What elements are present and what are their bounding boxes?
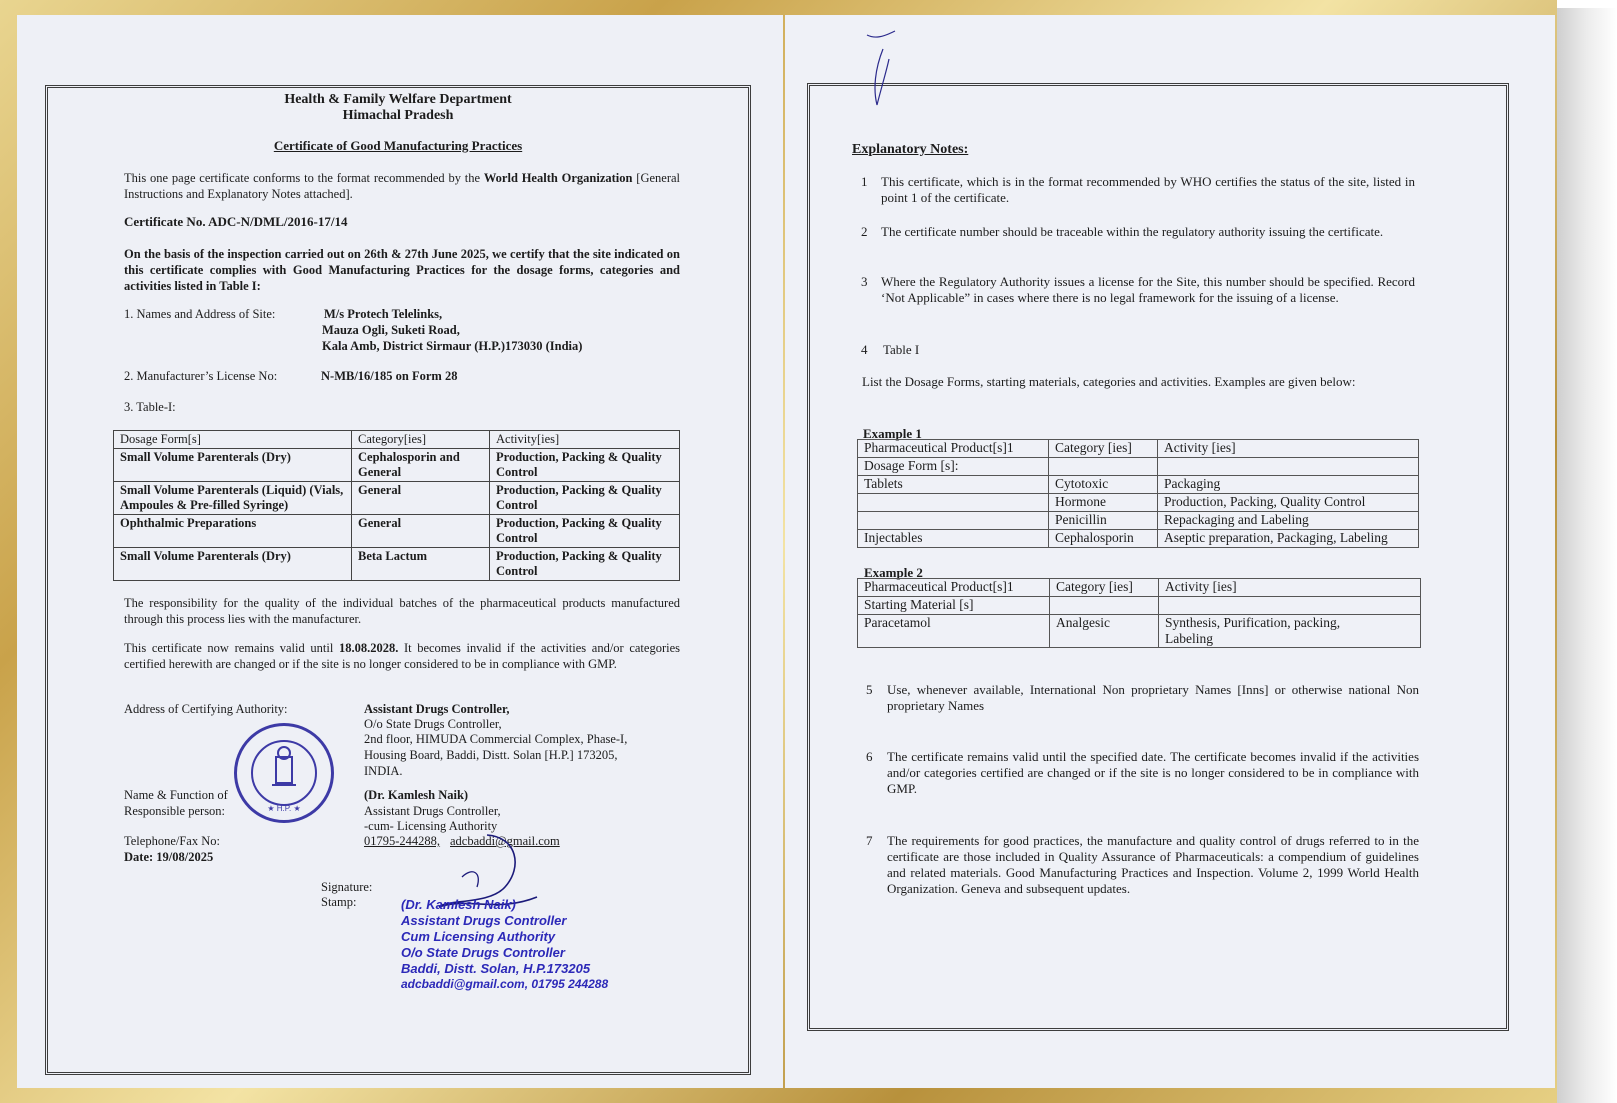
validity-text-a: This certificate now remains valid until xyxy=(124,641,334,655)
table-cell: Tablets xyxy=(858,476,1049,494)
note-number: 3 xyxy=(861,274,868,289)
example-2-title: Example 2 xyxy=(864,565,923,580)
telephone-label: Telephone/Fax No: xyxy=(124,834,220,848)
table-cell: Beta Lactum xyxy=(352,548,490,581)
table-cell: Starting Material [s] xyxy=(858,597,1050,615)
table-cell: Production, Packing, Quality Control xyxy=(1158,494,1419,512)
table-cell: Cephalosporin xyxy=(1049,530,1158,548)
list-instructions: List the Dosage Forms, starting materials, categories and activities. Examples are given below: xyxy=(862,374,1356,389)
license-number: N-MB/16/185 on Form 28 xyxy=(321,369,458,383)
responsibility-paragraph: The responsibility for the quality of the individual batches of the pharmaceutical products manufactured through this process lies with the manufacturer. xyxy=(124,596,680,626)
frame-shadow xyxy=(1557,8,1617,1103)
note-number: 1 xyxy=(861,174,868,189)
table-cell: Synthesis, Purification, packing, Labeling xyxy=(1159,615,1421,648)
table-cell: Category [ies] xyxy=(1050,579,1159,597)
table-row xyxy=(858,579,1421,597)
responsible-person-function-1: Assistant Drugs Controller, xyxy=(364,804,501,818)
stamp-line-3: Cum Licensing Authority xyxy=(401,929,556,944)
table-cell: Production, Packing & Quality Control xyxy=(490,482,680,515)
table-cell xyxy=(1158,458,1419,476)
note-text: The requirements for good practices, the manufacture and quality control of drugs referred to in the certificate are those included in Quality Assurance of Pharmaceuticals: a compendium of guidelines and related materials. Good Manufacturing Practices and Inspection. Volume 2, 1999 World Health Organization. Geneva and subsequent updates. xyxy=(887,833,1419,896)
intro-text-b: [General Instructions and Explanatory Notes attached]. xyxy=(124,171,681,201)
table-cell: Dosage Form [s]: xyxy=(858,458,1049,476)
signature-label: Signature: xyxy=(321,880,373,894)
table-row xyxy=(114,449,680,482)
responsible-person-name: (Dr. Kamlesh Naik) xyxy=(364,788,469,802)
table-row xyxy=(114,515,680,548)
note-number: 6 xyxy=(866,749,873,764)
table-cell: Activity [ies] xyxy=(1159,579,1421,597)
site-line-1: M/s Protech Telelinks, xyxy=(324,307,443,321)
table-row xyxy=(858,615,1421,648)
validity-paragraph xyxy=(124,640,680,672)
validity-date: 18.08.2028. xyxy=(338,641,399,655)
certificate-page xyxy=(17,15,783,1088)
table-cell: Repackaging and Labeling xyxy=(1158,512,1419,530)
table-header: Dosage Form[s] xyxy=(114,431,352,449)
authority-address-3: Housing Board, Baddi, Distt. Solan [H.P.] 173205, xyxy=(364,748,618,762)
table-row xyxy=(858,458,1419,476)
example-1-table xyxy=(857,439,1419,548)
table-cell: Pharmaceutical Product[s]1 xyxy=(858,440,1049,458)
telephone-number: 01795-244288, xyxy=(364,834,441,848)
table-cell: Production, Packing & Quality Control xyxy=(490,449,680,482)
example-1-title: Example 1 xyxy=(863,426,922,441)
note-number: 5 xyxy=(866,682,873,697)
table-cell xyxy=(858,512,1049,530)
stamp-label: Stamp: xyxy=(321,895,357,909)
intro-text-a: This one page certificate conforms to the format recommended by the xyxy=(124,171,481,185)
table-row xyxy=(114,482,680,515)
table-header: Category[ies] xyxy=(352,431,490,449)
note-text: This certificate, which is in the format recommended by WHO certifies the status of the site, listed in point 1 of the certificate. xyxy=(881,174,1415,205)
inspection-basis: On the basis of the inspection carried out on 26th & 27th June 2025, we certify that the site indicated on this certificate complies with Good Manufacturing Practices for the dosage forms, categories and activities listed in Table I: xyxy=(124,247,680,293)
table-cell: Category [ies] xyxy=(1049,440,1158,458)
table-cell: Small Volume Parenterals (Dry) xyxy=(114,449,352,482)
state-heading: Himachal Pradesh xyxy=(342,108,454,123)
table-row xyxy=(114,548,680,581)
table-cell xyxy=(1159,597,1421,615)
authority-address-4: INDIA. xyxy=(364,764,403,778)
table-cell: Small Volume Parenterals (Dry) xyxy=(114,548,352,581)
table-header: Activity[ies] xyxy=(490,431,680,449)
note-text: Where the Regulatory Authority issues a license for the Site, this number should be specified. Record ‘Not Applicable” in cases where there is no legal framework for the issuing of a license. xyxy=(881,274,1415,305)
table-row xyxy=(858,476,1419,494)
svg-text:★ H.P. ★: ★ H.P. ★ xyxy=(267,804,301,813)
authority-title: Assistant Drugs Controller, xyxy=(364,702,510,716)
issue-date: Date: 19/08/2025 xyxy=(124,850,214,864)
pen-mark-icon xyxy=(865,19,905,109)
official-seal xyxy=(234,723,334,823)
stamp-line-1: (Dr. Kamlesh Naik) xyxy=(401,897,516,912)
note-number: 4 xyxy=(861,342,868,357)
table-cell: Hormone xyxy=(1049,494,1158,512)
notes-heading: Explanatory Notes: xyxy=(852,142,969,157)
explanatory-notes-page xyxy=(785,15,1555,1088)
table-cell xyxy=(1049,458,1158,476)
note-text: The certificate number should be traceable within the regulatory authority issuing the certificate. xyxy=(881,224,1384,239)
example-2-table xyxy=(857,578,1421,648)
who-text: World Health Organization xyxy=(483,171,633,185)
table-cell: Packaging xyxy=(1158,476,1419,494)
table-row xyxy=(858,530,1419,548)
certificate-number: Certificate No. ADC-N/DML/2016-17/14 xyxy=(124,214,348,229)
note-number: 7 xyxy=(866,833,873,848)
table-cell: General xyxy=(352,515,490,548)
table-cell: Paracetamol xyxy=(858,615,1050,648)
site-line-2: Mauza Ogli, Suketi Road, xyxy=(322,323,460,337)
table-cell: Injectables xyxy=(858,530,1049,548)
table-header-row xyxy=(114,431,680,449)
dosage-table xyxy=(113,430,680,581)
table-row xyxy=(858,597,1421,615)
table-cell: Production, Packing & Quality Control xyxy=(490,548,680,581)
note-text: The certificate remains valid until the specified date. The certificate becomes invalid if the activities and/or categories certified are changed or if the site is no longer considered to be in compliance with GMP. xyxy=(887,749,1419,796)
table-label: 3. Table-I: xyxy=(124,400,176,414)
authority-address-1: O/o State Drugs Controller, xyxy=(364,717,502,731)
table-cell xyxy=(1050,597,1159,615)
email-link[interactable]: adcbaddi@gmail.com xyxy=(450,834,560,848)
license-label: 2. Manufacturer’s License No: xyxy=(124,369,278,383)
responsible-person-function-2: -cum- Licensing Authority xyxy=(364,819,498,833)
table-cell: Small Volume Parenterals (Liquid) (Vials, Ampoules & Pre-filled Syringe) xyxy=(114,482,352,515)
note-text: Table I xyxy=(883,342,920,357)
certificate-title: Certificate of Good Manufacturing Practices xyxy=(273,138,523,153)
seal-text xyxy=(231,715,337,725)
validity-text-b: It becomes invalid if the activities and/or categories certified herewith are changed or if the site is no longer considered to be in compliance with GMP. xyxy=(124,641,681,671)
stamp-line-6: adcbaddi@gmail.com, 01795 244288 xyxy=(401,977,609,991)
table-cell xyxy=(858,494,1049,512)
stamp-line-2: Assistant Drugs Controller xyxy=(401,913,567,928)
table-cell: Activity [ies] xyxy=(1158,440,1419,458)
authority-label: Address of Certifying Authority: xyxy=(124,702,288,716)
site-label: 1. Names and Address of Site: xyxy=(124,307,276,321)
authority-address-2: 2nd floor, HIMUDA Commercial Complex, Phase-I, xyxy=(364,732,628,746)
table-row xyxy=(858,440,1419,458)
name-label-2: Responsible person: xyxy=(124,804,226,818)
table-cell: Analgesic xyxy=(1050,615,1159,648)
table-cell: Cytotoxic xyxy=(1049,476,1158,494)
table-cell: Penicillin xyxy=(1049,512,1158,530)
note-number: 2 xyxy=(861,224,868,239)
name-label-1: Name & Function of xyxy=(124,788,228,802)
table-cell: Pharmaceutical Product[s]1 xyxy=(858,579,1050,597)
stamp-line-5: Baddi, Distt. Solan, H.P.173205 xyxy=(401,961,591,976)
department-heading: Health & Family Welfare Department xyxy=(284,92,512,107)
table-cell: Production, Packing & Quality Control xyxy=(490,515,680,548)
site-line-3: Kala Amb, District Sirmaur (H.P.)173030 (India) xyxy=(322,339,583,353)
intro-paragraph xyxy=(124,170,680,202)
seal-emblem-icon xyxy=(234,723,334,823)
table-cell: Ophthalmic Preparations xyxy=(114,515,352,548)
table-row xyxy=(858,494,1419,512)
stamp-line-4: O/o State Drugs Controller xyxy=(401,945,565,960)
table-row xyxy=(858,512,1419,530)
table-cell: Aseptic preparation, Packaging, Labeling xyxy=(1158,530,1419,548)
note-text: Use, whenever available, International Non proprietary Names [Inns] or otherwise national Non proprietary Names xyxy=(887,682,1419,713)
table-cell: General xyxy=(352,482,490,515)
table-cell: Cephalosporin and General xyxy=(352,449,490,482)
